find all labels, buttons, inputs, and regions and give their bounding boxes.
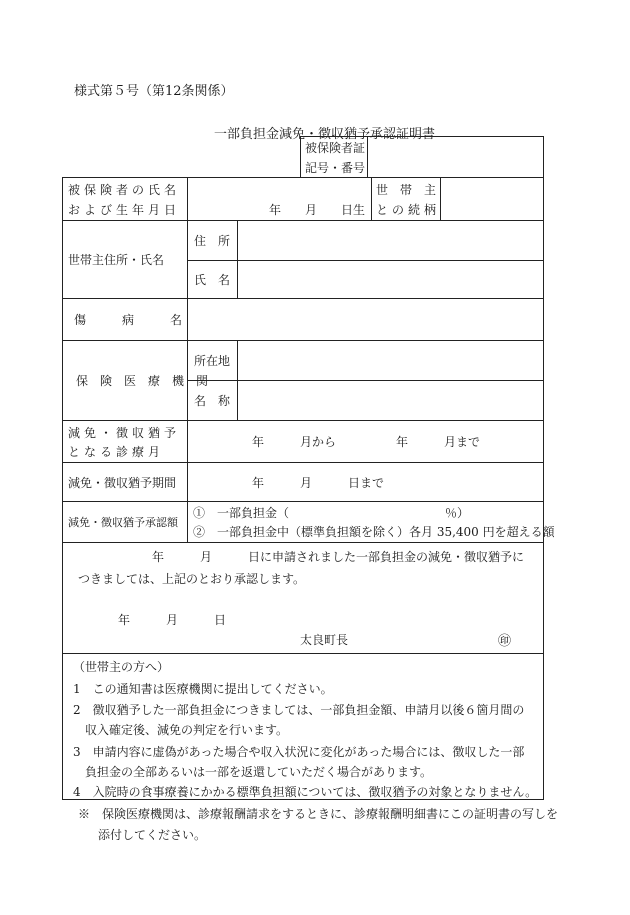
- householder-name-field[interactable]: [238, 261, 543, 298]
- insured-cert-label-1: 被保険者証: [305, 140, 366, 155]
- approval-date[interactable]: 年 月 日: [118, 613, 227, 627]
- designation-field[interactable]: [238, 381, 543, 420]
- amount-option-1[interactable]: ① 一部負担金（ ％）: [193, 505, 470, 520]
- illness-field[interactable]: [188, 299, 543, 340]
- note-item: 負担金の全部あるいは一部を返還していただく場合があります。: [73, 765, 433, 779]
- notes-heading: （世帯主の方へ）: [73, 660, 170, 674]
- relation-label-1: 世 帯 主: [376, 182, 437, 197]
- location-label: 所在地: [194, 354, 231, 368]
- note-item: 3 申請内容に虚偽があった場合や収入状況に変化があった場合には、徴収した一部: [73, 745, 525, 759]
- name-birth-label-2: および生年月日: [68, 202, 181, 217]
- form-title: 一部負担金減免・徴収猶予承認証明書: [214, 127, 436, 142]
- address-field[interactable]: [238, 221, 543, 260]
- amount-option-2[interactable]: ② 一部負担金中（標準負担額を除く）各月 35,400 円を超える額: [193, 524, 555, 539]
- target-month-label-1: 減免・徴収猶予: [68, 425, 181, 440]
- period-value[interactable]: 年 月 日まで: [252, 475, 385, 490]
- illness-label: 傷 病 名: [74, 313, 183, 327]
- issuer: 太良町長: [300, 633, 349, 647]
- insured-cert-number-field[interactable]: [368, 137, 543, 177]
- householder-label: 世帯主住所・氏名: [68, 252, 165, 267]
- birth-date-template: 年 月 日生: [269, 202, 366, 217]
- approval-line-2: つきましては、上記のとおり承認します。: [78, 572, 306, 586]
- target-month-value[interactable]: 年 月から 年 月まで: [252, 435, 481, 449]
- period-label: 減免・徴収猶予期間: [68, 475, 177, 490]
- relation-label-2: との続柄: [376, 202, 441, 217]
- seal-icon: ㊞: [498, 634, 512, 649]
- note-item: 1 この通知書は医療機関に提出してください。: [73, 682, 333, 696]
- relation-field[interactable]: [441, 178, 543, 219]
- target-month-label-2: となる診療月: [68, 444, 165, 459]
- note-item: 4 入院時の食事療養にかかる標準負担額については、徴収猶予の対象となりません。: [73, 785, 538, 799]
- footnote-line-2: 添付してください。: [98, 828, 207, 842]
- approval-line-1: 年 月 日に申請されました一部負担金の減免・徴収猶予に: [152, 550, 525, 564]
- insured-cert-label-2: 記号・番号: [305, 160, 366, 175]
- note-item: 収入確定後、減免の判定を行います。: [73, 723, 289, 737]
- note-item: 2 徴収猶予した一部負担金につきましては、一部負担金額、申請月以後６箇月間の: [73, 703, 525, 717]
- footnote-line-1: ※ 保険医療機関は、診療報酬請求をするときに、診療報酬明細書にこの証明書の写しを: [78, 807, 559, 821]
- location-field[interactable]: [238, 341, 543, 380]
- amount-label: 減免・徴収猶予承認額: [68, 516, 178, 529]
- name-birth-label-1: 被保険者の氏名: [68, 182, 181, 197]
- institution-label: 保険医療機関: [76, 374, 221, 388]
- address-label: 住 所: [194, 234, 231, 248]
- name-label: 氏 名: [194, 273, 231, 287]
- form-number: 様式第５号（第12条関係）: [74, 84, 234, 99]
- designation-label: 名 称: [194, 394, 231, 408]
